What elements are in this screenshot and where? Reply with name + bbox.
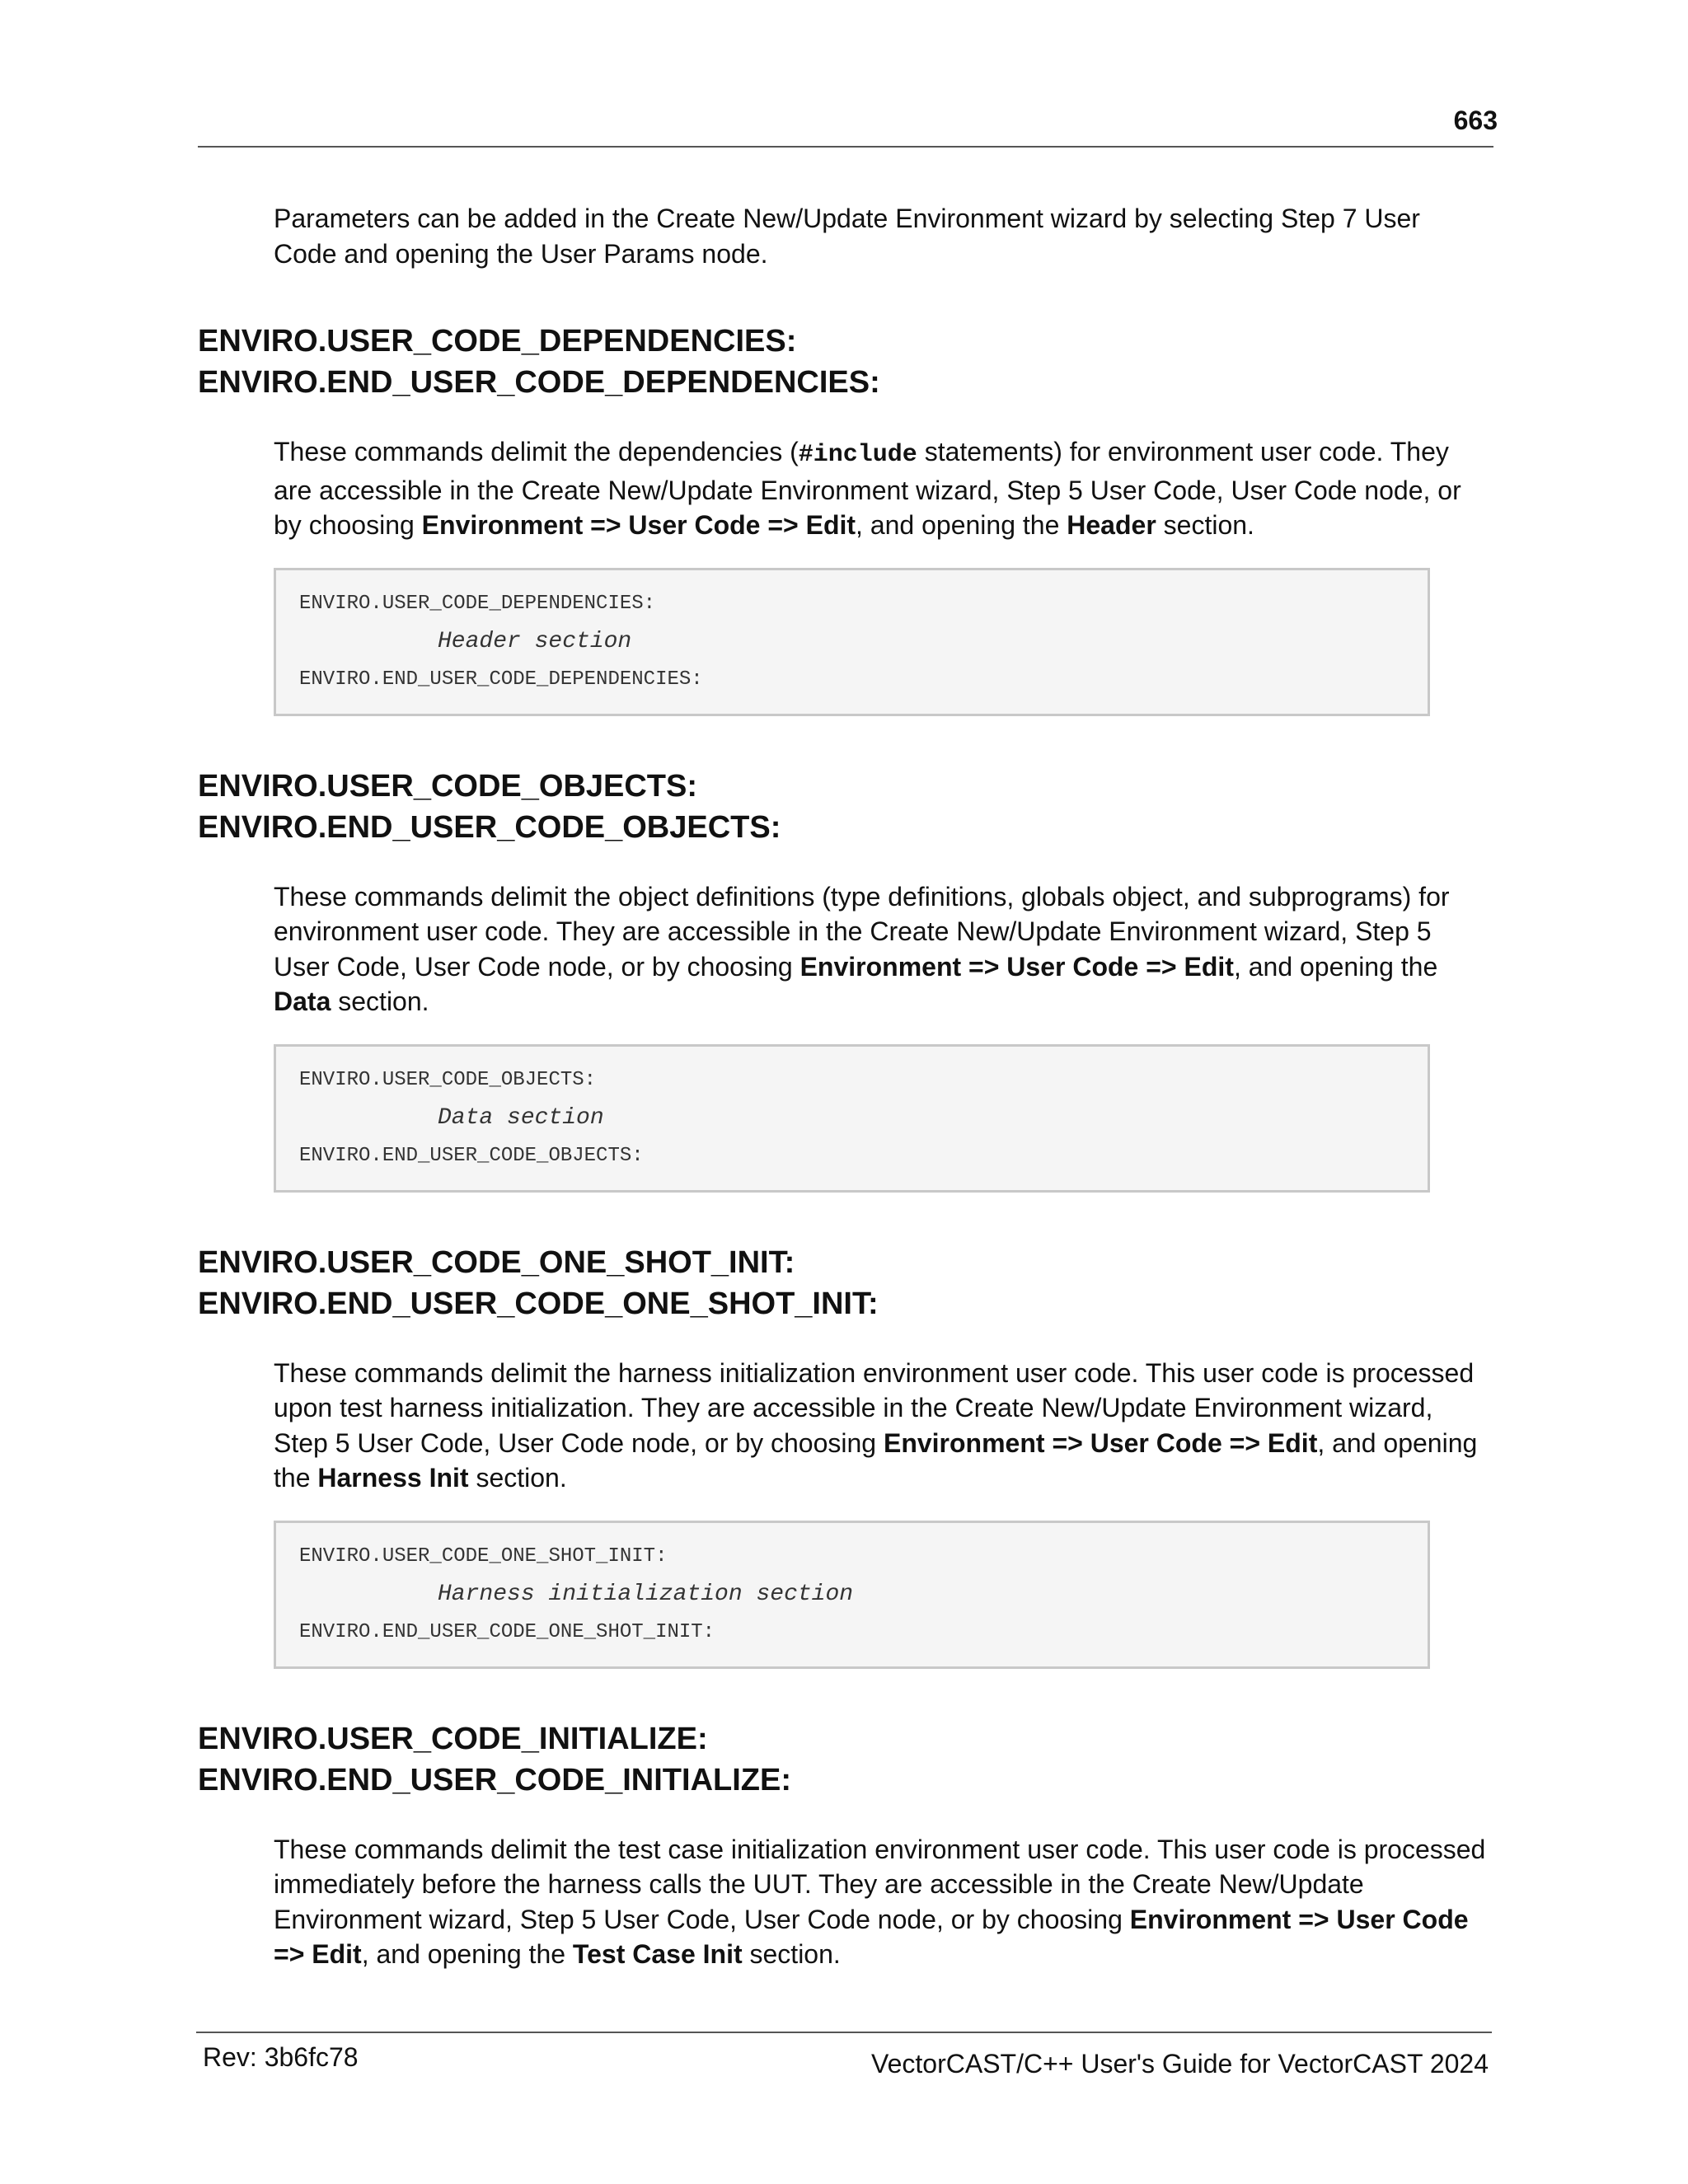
- heading-line-2: ENVIRO.END_USER_CODE_DEPENDENCIES:: [198, 365, 880, 400]
- menu-path: Environment => User Code => Edit: [274, 1904, 1469, 1969]
- code-line-placeholder: Data section: [438, 1104, 604, 1131]
- header-divider: [198, 146, 1493, 148]
- section-user-code-dependencies: [198, 321, 1493, 716]
- text-run: , and opening the: [856, 510, 1067, 540]
- section-paragraph: [274, 434, 1489, 543]
- heading-line-2: ENVIRO.END_USER_CODE_ONE_SHOT_INIT:: [198, 1286, 879, 1321]
- footer-guide-title: VectorCAST/C++ User's Guide for VectorCAST 2024: [871, 2049, 1489, 2079]
- code-block: [274, 1521, 1430, 1669]
- menu-path: Environment => User Code => Edit: [883, 1427, 1318, 1458]
- section-user-code-initialize: [198, 1718, 1493, 1972]
- heading-line-2: ENVIRO.END_USER_CODE_OBJECTS:: [198, 809, 781, 845]
- section-paragraph: [274, 1832, 1489, 1972]
- footer-divider: [196, 2032, 1492, 2033]
- text-run: section.: [468, 1463, 567, 1493]
- code-block: [274, 568, 1430, 716]
- section-heading: [198, 766, 1493, 848]
- code-line-placeholder: Header section: [438, 628, 632, 654]
- footer-revision: Rev: 3b6fc78: [203, 2042, 359, 2072]
- text-run: , and opening the: [1233, 951, 1438, 982]
- text-run: statements) for environment user code. They are accessible in the Create New/Update Environment wizard, Step 5 User Code, User Code node, or by choosing: [274, 437, 1461, 540]
- menu-path: Environment => User Code => Edit: [799, 951, 1234, 982]
- menu-path: Environment => User Code => Edit: [421, 510, 856, 540]
- heading-line-1: ENVIRO.USER_CODE_OBJECTS:: [198, 768, 698, 804]
- text-run: These commands delimit the harness initialization environment user code. This user code is processed upon test harness initialization. They are accessible in the Create New/Update Environment wizard, Step 5 User Code, User Code node, or by choosing: [274, 1357, 1475, 1458]
- section-heading: [198, 1242, 1493, 1324]
- section-user-code-objects: [198, 766, 1493, 1193]
- code-line: ENVIRO.END_USER_CODE_DEPENDENCIES:: [299, 668, 703, 691]
- intro-paragraph: Parameters can be added in the Create New/Update Environment wizard by selecting Step 7 User Code and opening the User Params node.: [274, 204, 1420, 269]
- inline-code: #include: [798, 441, 917, 469]
- section-name: Test Case Init: [572, 1939, 743, 1969]
- text-run: section.: [1156, 510, 1254, 540]
- section-heading: [198, 321, 1493, 403]
- code-line: ENVIRO.END_USER_CODE_ONE_SHOT_INIT:: [299, 1620, 715, 1643]
- section-paragraph: [274, 879, 1489, 1019]
- section-name: Harness Init: [317, 1463, 469, 1493]
- section-heading: [198, 1718, 1493, 1801]
- page-content: [198, 201, 1493, 1972]
- section-name: Data: [274, 987, 331, 1016]
- code-line: ENVIRO.USER_CODE_OBJECTS:: [299, 1068, 597, 1091]
- code-line-placeholder: Harness initialization section: [438, 1581, 854, 1607]
- section-paragraph: [274, 1356, 1489, 1496]
- heading-line-1: ENVIRO.USER_CODE_DEPENDENCIES:: [198, 324, 797, 359]
- text-run: , and opening the: [274, 1427, 1478, 1493]
- code-line: ENVIRO.USER_CODE_DEPENDENCIES:: [299, 592, 656, 615]
- page-number: 663: [1453, 105, 1498, 135]
- text-run: These commands delimit the object definitions (type definitions, globals object, and subprograms) for environment user code. They are accessible in the Create New/Update Environment wizard, Step 5 User Code, User Code node, or by choosing: [274, 881, 1450, 982]
- section-user-code-one-shot-init: [198, 1242, 1493, 1669]
- heading-line-1: ENVIRO.USER_CODE_ONE_SHOT_INIT:: [198, 1244, 795, 1280]
- text-run: section.: [742, 1939, 841, 1969]
- text-run: , and opening the: [361, 1939, 573, 1969]
- text-run: section.: [331, 987, 429, 1016]
- code-block: [274, 1044, 1430, 1193]
- code-line: ENVIRO.END_USER_CODE_OBJECTS:: [299, 1144, 644, 1167]
- text-run: These commands delimit the test case initialization environment user code. This user code is processed immediately before the harness calls the UUT. They are accessible in the Create New/Update Environment wizard, Step 5 User Code, User Code node, or by choosing: [274, 1834, 1486, 1934]
- heading-line-2: ENVIRO.END_USER_CODE_INITIALIZE:: [198, 1762, 791, 1797]
- code-line: ENVIRO.USER_CODE_ONE_SHOT_INIT:: [299, 1544, 668, 1568]
- text-run: These commands delimit the dependencies (: [274, 437, 799, 466]
- section-name: Header: [1067, 510, 1156, 540]
- heading-line-1: ENVIRO.USER_CODE_INITIALIZE:: [198, 1721, 708, 1756]
